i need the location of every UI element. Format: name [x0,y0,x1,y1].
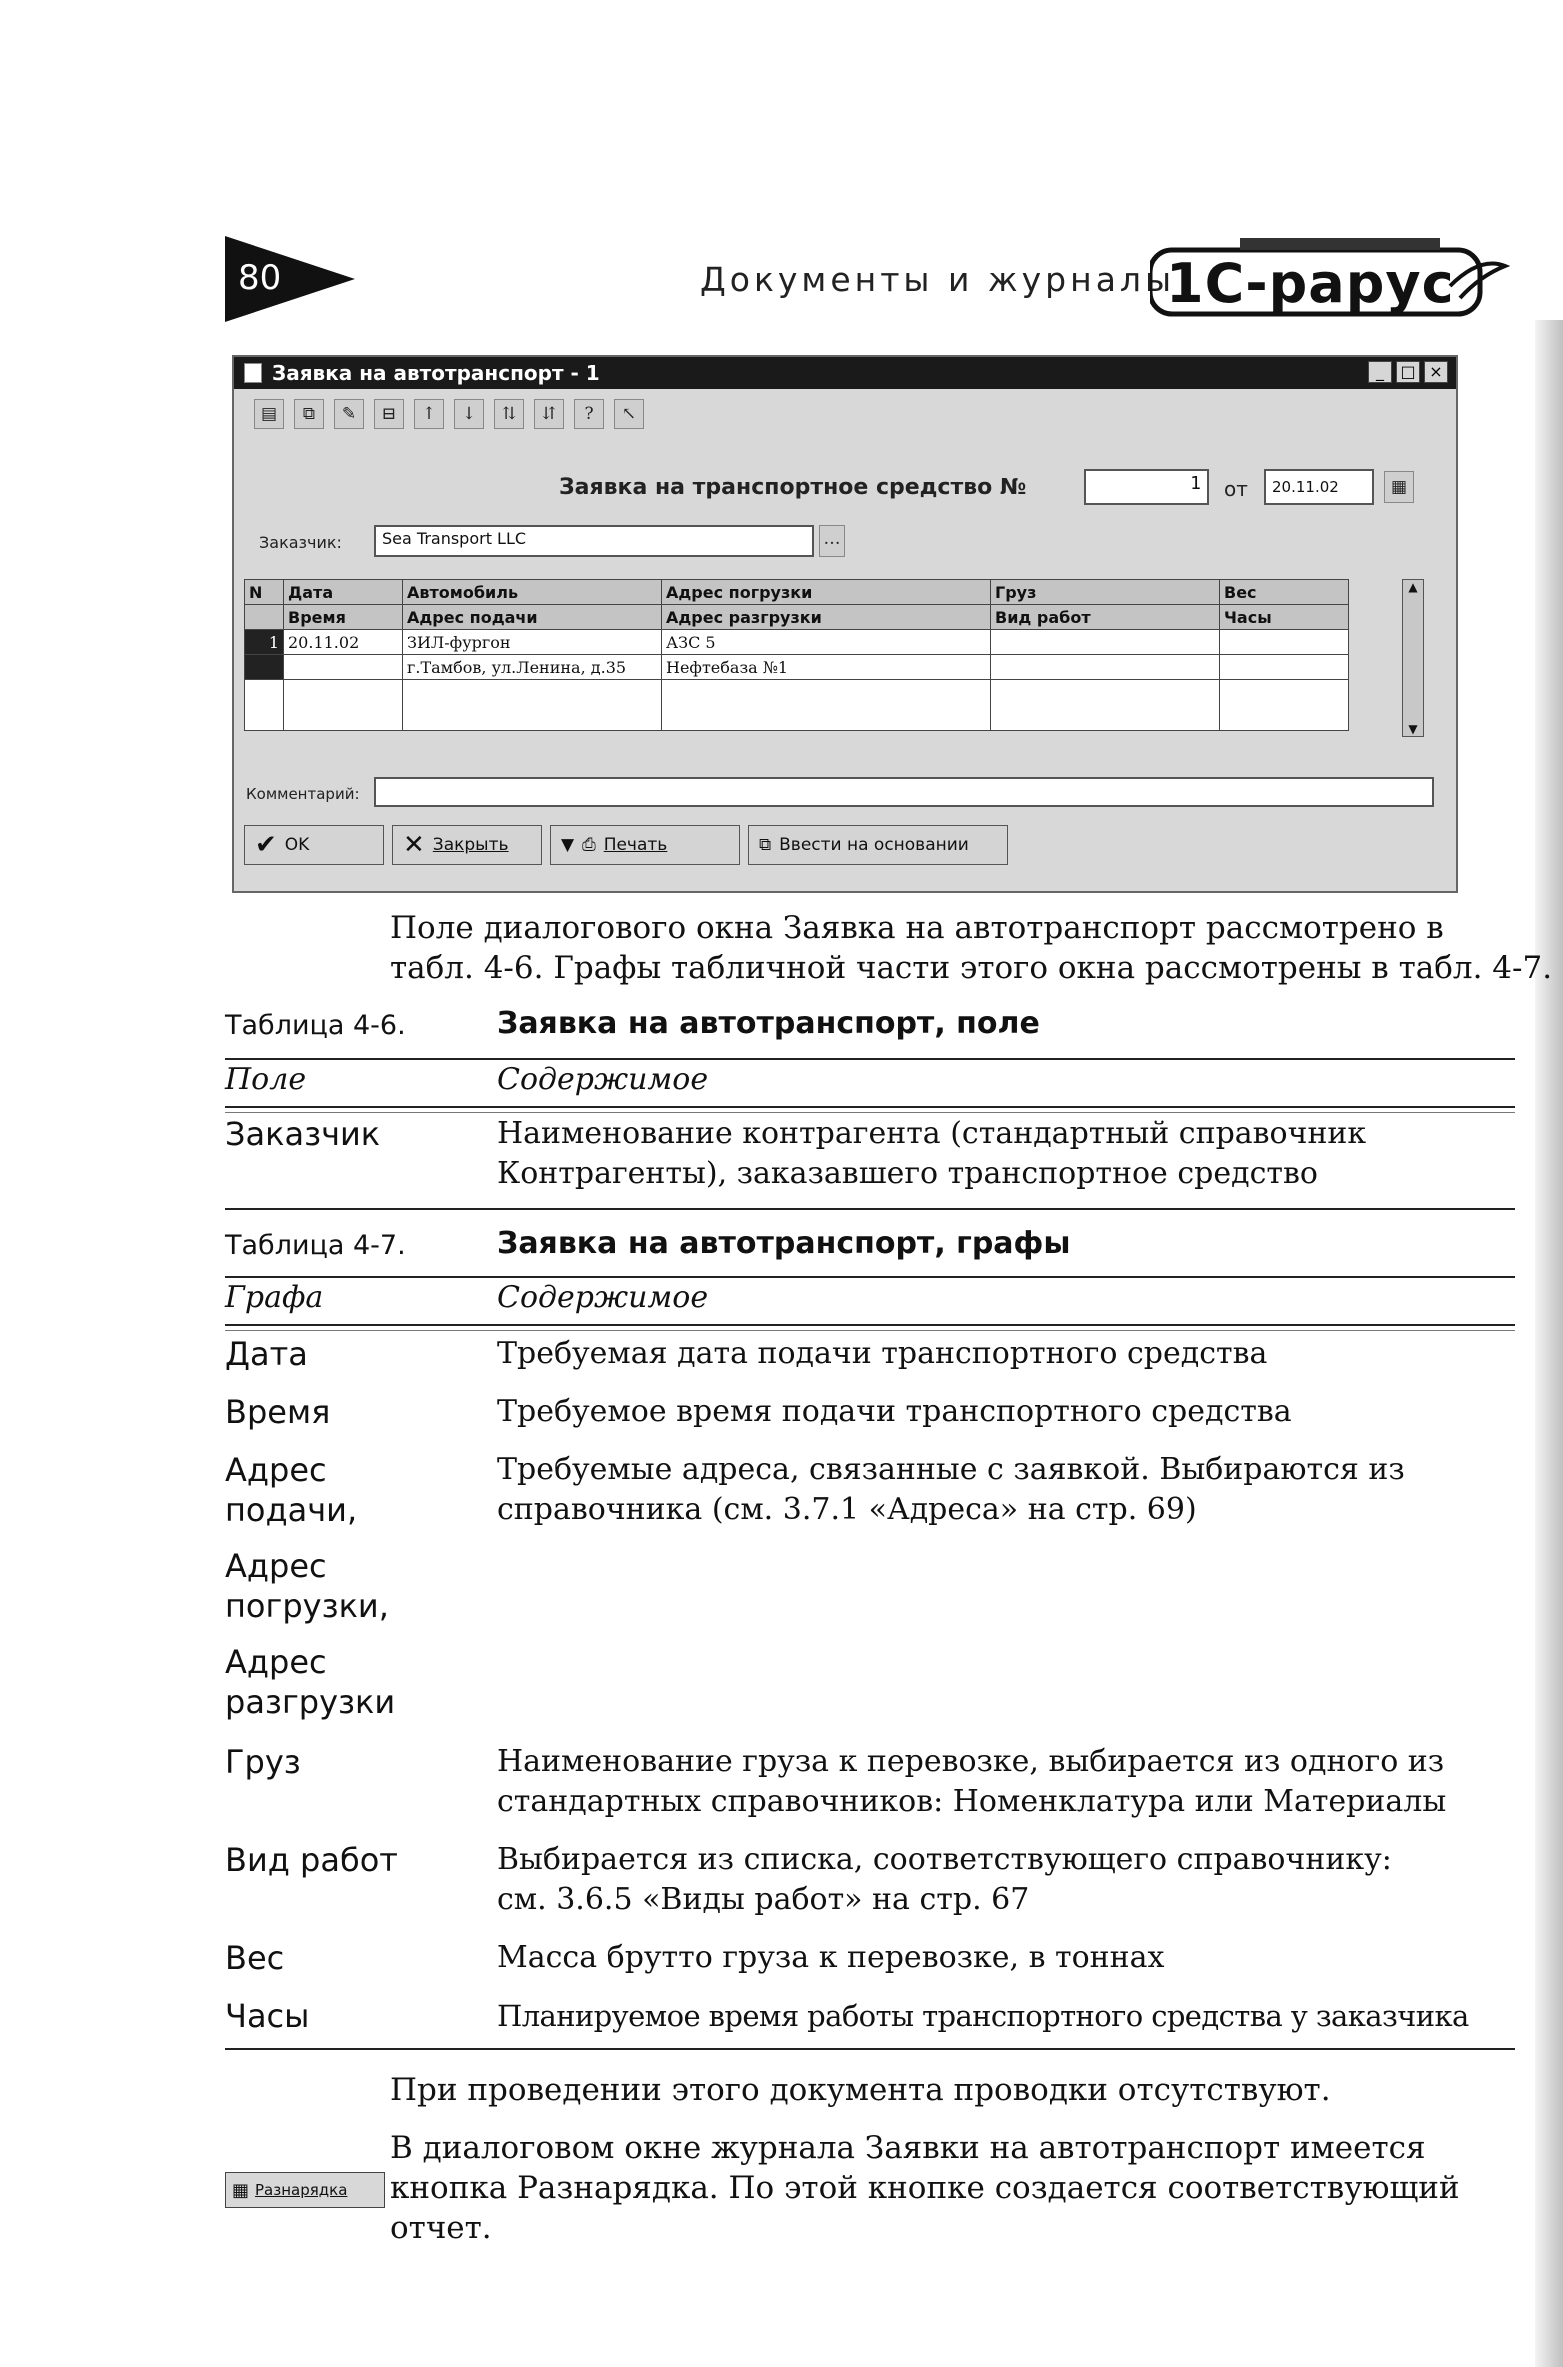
col-weight[interactable]: Вес [1220,580,1349,605]
col-n[interactable]: N [245,580,284,605]
table46-top-rule [225,1058,1515,1060]
printer-icon: ⎙ [582,835,596,855]
transport-request-window [232,355,1458,893]
table46-field: Заказчик [225,1115,381,1153]
row-date-field: Дата [225,1335,308,1373]
row-address-content-l2: справочника (см. 3.7.1 «Адреса» на стр. 69) [497,1492,1197,1527]
button-bar [244,825,1008,865]
toolbar [254,399,644,433]
cell-time[interactable] [284,655,403,680]
intro-line-1: Поле диалогового окна Заявка на автотранспорт рассмотрено в [390,910,1444,946]
row-weight-field: Вес [225,1939,285,1977]
ok-button[interactable] [244,825,384,865]
x-icon: ✕ [403,830,425,860]
customer-select-button[interactable]: … [819,525,845,557]
documents-icon: ⧉ [759,835,772,855]
window-title: Заявка на автотранспорт - 1 [272,361,600,385]
table47-col1-header: Графа [225,1280,324,1315]
delete-row-icon[interactable]: ⊟ [374,399,404,429]
col-date[interactable]: Дата [284,580,403,605]
comment-label: Комментарий: [246,785,360,803]
dropdown-icon: ▼ [561,835,575,855]
empty-row [245,680,1349,731]
table46-content-l2: Контрагенты), заказавшего транспортное средство [497,1156,1318,1191]
items-table [244,579,1349,731]
row-address-content-l1: Требуемые адреса, связанные с заявкой. Выбираются из [497,1452,1405,1487]
running-title: Документы и журналы [700,260,1176,299]
table46-bottom-rule [225,1208,1515,1210]
enter-based-on-button[interactable] [748,825,1008,865]
row-marker [245,655,284,680]
journal-note-l1: В диалоговом окне журнала Заявки на автотранспорт имеется [390,2130,1426,2166]
logo-text: 1С-рарус [1166,252,1455,315]
close-label: Закрыть [432,835,509,855]
table46-content-l1: Наименование контрагента (стандартный справочник [497,1116,1367,1151]
customer-field[interactable]: Sea Transport LLC [374,525,814,557]
table47-bottom-rule [225,2048,1515,2050]
scroll-down-icon[interactable]: ▼ [1408,722,1418,736]
table46-col2-header: Содержимое [497,1062,709,1097]
col-delivery-address[interactable]: Адрес подачи [403,605,662,630]
context-help-icon[interactable]: ↖ [614,399,644,429]
table47-top-rule [225,1276,1515,1278]
page-edge-shadow [1535,320,1563,2367]
move-down-icon[interactable]: ↓ [454,399,484,429]
journal-note-l2: кнопка Разнарядка. По этой кнопке создается соответствующий [390,2170,1460,2206]
table-row[interactable] [245,655,1349,680]
close-button[interactable] [392,825,542,865]
close-window-button[interactable]: × [1424,361,1448,383]
col-time[interactable]: Время [284,605,403,630]
col-hours[interactable]: Часы [1220,605,1349,630]
cell-weight[interactable] [1220,630,1349,655]
row-address-delivery-l1: Адрес [225,1451,327,1489]
row-address-unloading-l1: Адрес [225,1643,327,1681]
print-label: Печать [603,835,668,855]
table-scrollbar[interactable] [1402,579,1424,737]
table47-header-rule [225,1324,1515,1331]
col-vehicle[interactable]: Автомобиль [403,580,662,605]
maximize-button[interactable]: □ [1396,361,1420,383]
allocation-button[interactable] [225,2172,385,2208]
row-time-field: Время [225,1393,331,1431]
calendar-icon[interactable]: ▦ [1384,471,1414,503]
table47-title: Заявка на автотранспорт, графы [497,1226,1071,1261]
row-address-loading-l1: Адрес [225,1547,327,1585]
row-weight-content: Масса брутто груза к перевозке, в тоннах [497,1940,1165,1975]
date-field[interactable]: 20.11.02 [1264,469,1374,505]
table46-caption: Таблица 4-6. [225,1010,406,1041]
col-unloading-address[interactable]: Адрес разгрузки [662,605,991,630]
comment-field[interactable] [374,777,1434,807]
row-worktype-content-l2: см. 3.6.5 «Виды работ» на стр. 67 [497,1882,1030,1917]
postings-note: При проведении этого документа проводки отсутствуют. [390,2072,1331,2108]
table46-header-rule [225,1106,1515,1113]
publisher-logo [1150,236,1510,322]
window-titlebar[interactable] [234,357,1456,389]
table46-title: Заявка на автотранспорт, поле [497,1006,1040,1041]
col-n-2[interactable] [245,605,284,630]
row-address-delivery-l2: подачи, [225,1491,358,1529]
journal-note-l3: отчет. [390,2210,492,2246]
row-number: 1 [245,630,284,655]
allocation-button-label: Разнарядка [255,2181,348,2199]
row-hours-field: Часы [225,1997,310,2035]
row-date-content: Требуемая дата подачи транспортного средства [497,1336,1268,1371]
table47-col2-header: Содержимое [497,1280,709,1315]
row-worktype-content-l1: Выбирается из списка, соответствующего справочнику: [497,1842,1392,1877]
row-hours-content: Планируемое время работы транспортного средства у заказчика [497,1999,1469,2033]
col-cargo[interactable]: Груз [991,580,1220,605]
print-button[interactable] [550,825,740,865]
cell-cargo[interactable] [991,630,1220,655]
row-cargo-content-l1: Наименование груза к перевозке, выбирается из одного из [497,1744,1445,1779]
row-address-loading-l2: погрузки, [225,1587,389,1625]
minimize-button[interactable]: _ [1368,361,1392,383]
cell-date[interactable]: 20.11.02 [284,630,403,655]
move-up-icon[interactable]: ↑ [414,399,444,429]
checkmark-icon: ✔ [255,830,277,860]
cell-unloading-address[interactable]: Нефтебаза №1 [662,655,991,680]
row-cargo-content-l2: стандартных справочников: Номенклатура или Материалы [497,1784,1447,1819]
row-cargo-field: Груз [225,1743,301,1781]
table47-caption: Таблица 4-7. [225,1230,406,1261]
form-title: Заявка на транспортное средство № [559,475,1027,500]
row-time-content: Требуемое время подачи транспортного средства [497,1394,1292,1429]
cell-vehicle[interactable]: ЗИЛ-фургон [403,630,662,655]
sort-desc-icon[interactable]: ⇵ [534,399,564,429]
intro-line-2: табл. 4-6. Графы табличной части этого окна рассмотрены в табл. 4-7. [390,950,1553,986]
cell-loading-address[interactable]: АЗС 5 [662,630,991,655]
page-number: 80 [238,258,282,298]
date-label: от [1224,477,1248,501]
help-icon[interactable]: ? [574,399,604,429]
edit-row-icon[interactable]: ✎ [334,399,364,429]
request-number-field[interactable]: 1 [1084,469,1209,505]
row-address-unloading-l2: разгрузки [225,1683,396,1721]
report-icon: ▦ [232,2179,250,2201]
ok-label: OK [284,835,310,855]
customer-label: Заказчик: [259,533,342,552]
cell-hours[interactable] [1220,655,1349,680]
table46-col1-header: Поле [225,1062,307,1097]
document-icon [244,363,262,383]
col-work-type[interactable]: Вид работ [991,605,1220,630]
based-on-label: Ввести на основании [779,835,969,855]
sort-asc-icon[interactable]: ⇅ [494,399,524,429]
table-row[interactable] [245,630,1349,655]
col-loading-address[interactable]: Адрес погрузки [662,580,991,605]
new-row-icon[interactable]: ▤ [254,399,284,429]
copy-row-icon[interactable]: ⧉ [294,399,324,429]
row-worktype-field: Вид работ [225,1841,398,1879]
cell-work-type[interactable] [991,655,1220,680]
scroll-up-icon[interactable]: ▲ [1408,580,1418,594]
cell-delivery-address[interactable]: г.Тамбов, ул.Ленина, д.35 [403,655,662,680]
